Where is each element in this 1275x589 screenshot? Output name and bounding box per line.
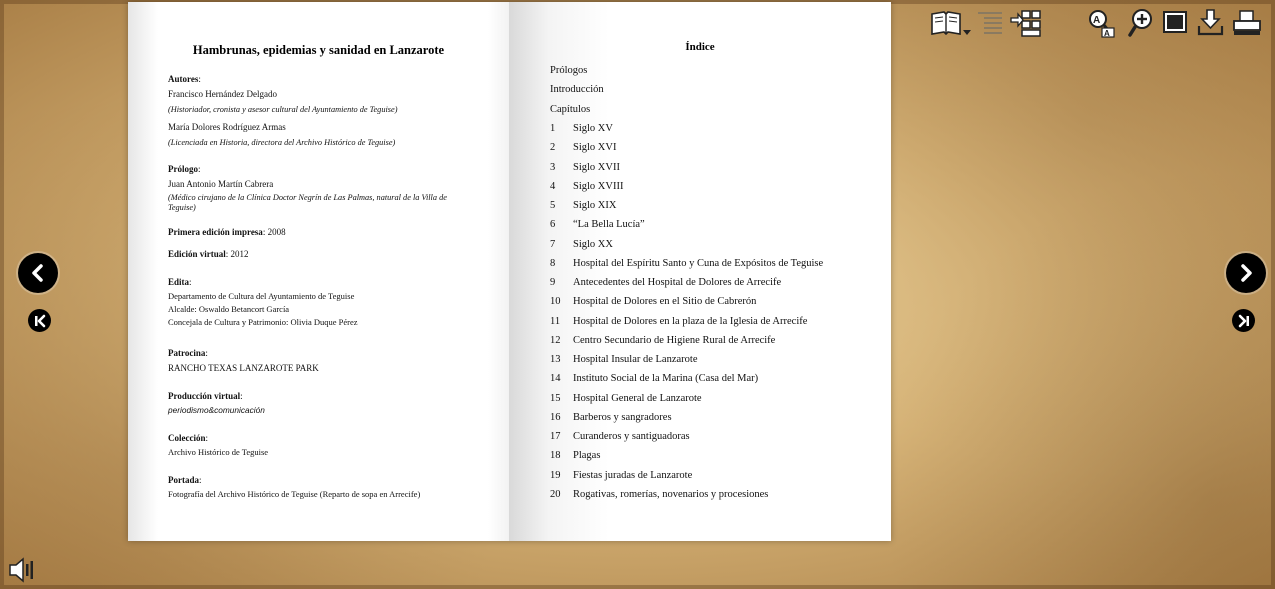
toc-chapter-title: Centro Secundario de Higiene Rural de Arrecife [573, 334, 776, 346]
produccion-value: periodismo&comunicación [168, 405, 265, 415]
edicion-virtual [168, 249, 478, 260]
prev-page-icon [28, 263, 48, 283]
toc-chapter-item[interactable] [550, 335, 775, 346]
primera-edicion-label: Primera edición impresa [168, 227, 263, 237]
svg-text:A: A [1093, 15, 1101, 26]
last-page-button[interactable] [1232, 309, 1255, 332]
zoom-in-icon[interactable] [1128, 8, 1158, 38]
autor1-name: Francisco Hernández Delgado [168, 89, 277, 99]
toc-chapter-number: 13 [550, 354, 561, 365]
toc-chapter-title: “La Bella Lucía” [573, 219, 645, 231]
coleccion-section: Colección: Archivo Histórico de Teguise [168, 433, 478, 458]
toc-chapter-item[interactable] [550, 258, 823, 269]
toc-chapter-title: Plagas [573, 450, 601, 462]
edita-section: Edita: Departamento de Cultura del Ayuntamiento de Teguise Alcalde: Oswaldo Betancort García Concejala de Cultura y Patrimonio: Olivia Duque Pérez [168, 277, 478, 328]
toc-chapter-title: Rogativas, romerías, novenarios y procesiones [573, 488, 769, 500]
toc-chapter-title: Siglo XVII [573, 161, 620, 173]
portada-value: Fotografía del Archivo Histórico de Teguise (Reparto de sopa en Arrecife) [168, 489, 421, 499]
autor1-description: (Historiador, cronista y asesor cultural del Ayuntamiento de Teguise) [168, 105, 398, 114]
toc-chapter-number: 8 [550, 257, 556, 269]
edita-line: Alcalde: Oswaldo Betancort García [168, 304, 290, 314]
first-page-icon [33, 314, 47, 328]
produccion-label: Producción virtual [168, 391, 241, 401]
sound-icon [8, 556, 36, 584]
toc-chapter-item[interactable] [550, 296, 756, 307]
toc-chapter-number: 18 [550, 450, 561, 462]
toc-chapter-title: Hospital de Dolores en el Sitio de Cabrerón [573, 296, 757, 308]
edita-line: Departamento de Cultura del Ayuntamiento de Teguise [168, 291, 355, 301]
toc-chapter-item[interactable] [550, 450, 600, 461]
toc-chapter-number: 12 [550, 334, 561, 346]
left-page[interactable] [128, 2, 509, 541]
toc-chapter-title: Barberos y sangradores [573, 411, 672, 423]
edicion-virtual-value: : 2012 [225, 249, 249, 259]
edita-line: Concejala de Cultura y Patrimonio: Olivia Duque Pérez [168, 317, 358, 327]
toc-chapter-item[interactable] [550, 393, 702, 404]
portada-label: Portada [168, 475, 199, 485]
produccion-section: Producción virtual: periodismo&comunicación [168, 391, 478, 416]
toc-chapter-item[interactable] [550, 431, 690, 442]
toc-chapter-item[interactable] [550, 354, 698, 365]
toc-chapter-item[interactable] [550, 200, 616, 211]
next-page-button[interactable] [1226, 253, 1266, 293]
toc-chapter-number: 11 [550, 315, 561, 327]
toc-chapter-number: 5 [550, 200, 556, 211]
toc-chapter-title: Siglo XX [573, 238, 613, 250]
thumbnails-icon[interactable] [1010, 8, 1040, 38]
toc-chapter-number: 1 [550, 123, 556, 134]
patrocina-label: Patrocina [168, 348, 206, 358]
sound-button[interactable] [8, 556, 36, 584]
coleccion-label: Colección [168, 433, 206, 443]
autores-label: Autores [168, 74, 199, 84]
toc-chapter-title: Curanderos y santiguadoras [573, 431, 690, 442]
prologo-description: (Médico cirujano de la Clínica Doctor Negrín de Las Palmas, natural de la Villa de Teguise) [168, 193, 447, 212]
prologo-section: Prólogo: Juan Antonio Martín Cabrera (Médico cirujano de la Clínica Doctor Negrín de Las Palmas, natural de la Villa de Teguise) [168, 164, 478, 212]
toc-chapter-item[interactable] [550, 239, 613, 250]
primera-edicion [168, 227, 478, 238]
toc-chapter-title: Hospital General de Lanzarote [573, 392, 702, 404]
toc-chapter-number: 6 [550, 219, 556, 231]
toc-chapter-title: Hospital Insular de Lanzarote [573, 354, 698, 365]
toc-list-icon[interactable] [976, 8, 1006, 38]
toc-chapter-title: Instituto Social de la Marina (Casa del Mar) [573, 373, 759, 385]
flipbook[interactable] [128, 2, 891, 541]
patrocina-value: RANCHO TEXAS LANZAROTE PARK [168, 363, 319, 373]
first-page-button[interactable] [28, 309, 51, 332]
primera-edicion-value: : 2008 [262, 227, 286, 237]
toc-chapter-title: Siglo XVIII [573, 180, 624, 192]
toc-chapter-item[interactable] [550, 219, 645, 230]
toc-chapter-number: 20 [550, 488, 561, 500]
next-page-icon [1236, 263, 1256, 283]
toc-chapter-item[interactable] [550, 181, 623, 192]
toc-introduccion[interactable]: Introducción [550, 84, 604, 95]
prologo-label: Prólogo [168, 164, 198, 174]
toc-chapter-number: 15 [550, 392, 561, 404]
print-icon[interactable] [1232, 8, 1262, 38]
toc-chapter-number: 19 [550, 469, 561, 481]
toc-chapter-title: Siglo XV [573, 123, 613, 134]
svg-text:A: A [1104, 29, 1110, 38]
toc-chapter-item[interactable] [550, 373, 758, 384]
toc-chapter-item[interactable] [550, 162, 620, 173]
prologo-name: Juan Antonio Martín Cabrera [168, 179, 274, 189]
toc-chapter-number: 10 [550, 296, 561, 308]
toc-chapter-number: 9 [550, 277, 556, 288]
coleccion-value: Archivo Histórico de Teguise [168, 447, 269, 457]
toc-chapter-item[interactable] [550, 142, 616, 153]
toc-chapter-item[interactable] [550, 316, 807, 327]
book-view-icon[interactable] [930, 8, 960, 38]
edita-label: Edita [168, 277, 190, 287]
toc-chapter-number: 16 [550, 411, 561, 423]
portada-section: Portada: Fotografía del Archivo Histórico de Teguise (Reparto de sopa en Arrecife) [168, 475, 478, 500]
patrocina-section: Patrocina: RANCHO TEXAS LANZAROTE PARK [168, 348, 478, 374]
toc-chapter-item[interactable] [550, 277, 781, 288]
prev-page-button[interactable] [18, 253, 58, 293]
index-title: Índice [685, 41, 715, 53]
toc-chapter-item[interactable] [550, 123, 613, 134]
right-page[interactable] [509, 2, 891, 541]
toc-chapter-title: Fiestas juradas de Lanzarote [573, 469, 693, 481]
toc-chapter-number: 4 [550, 180, 556, 192]
autores-section: Autores: Francisco Hernández Delgado (Historiador, cronista y asesor cultural del Ayuntamiento de Teguise) María Dolores Rodríguez Armas (Licenciada en Historia, directora del Archivo Histórico de Teguise) [168, 74, 478, 148]
toc-chapter-item[interactable] [550, 470, 692, 481]
toc-chapter-number: 14 [550, 373, 561, 385]
last-page-icon [1237, 314, 1251, 328]
toc-prologos[interactable]: Prólogos [550, 65, 588, 76]
download-icon[interactable] [1197, 8, 1227, 38]
fullscreen-icon[interactable] [1162, 8, 1192, 38]
toc-chapter-item[interactable] [550, 412, 672, 423]
toc-chapter-title: Hospital de Dolores en la plaza de la Iglesia de Arrecife [573, 315, 808, 327]
edicion-virtual-label: Edición virtual [168, 249, 226, 259]
toc-chapter-number: 7 [550, 238, 556, 250]
toc-chapter-number: 2 [550, 142, 556, 154]
book-title: Hambrunas, epidemias y sanidad en Lanzarote [192, 43, 445, 57]
toc-chapter-title: Siglo XIX [573, 200, 617, 211]
toc-chapter-item[interactable] [550, 489, 768, 500]
autor2-name: María Dolores Rodríguez Armas [168, 122, 286, 132]
autor2-description: (Licenciada en Historia, directora del Archivo Histórico de Teguise) [168, 138, 396, 147]
toc-chapter-title: Hospital del Espíritu Santo y Cuna de Expósitos de Teguise [573, 257, 824, 269]
toc-chapter-title: Antecedentes del Hospital de Dolores de Arrecife [573, 277, 782, 288]
search-icon[interactable] [1088, 8, 1118, 38]
toc-chapter-title: Siglo XVI [573, 142, 617, 154]
toc-chapter-number: 3 [550, 161, 556, 173]
toc-capitulos: Capítulos [550, 104, 591, 115]
toc-chapter-number: 17 [550, 431, 561, 442]
